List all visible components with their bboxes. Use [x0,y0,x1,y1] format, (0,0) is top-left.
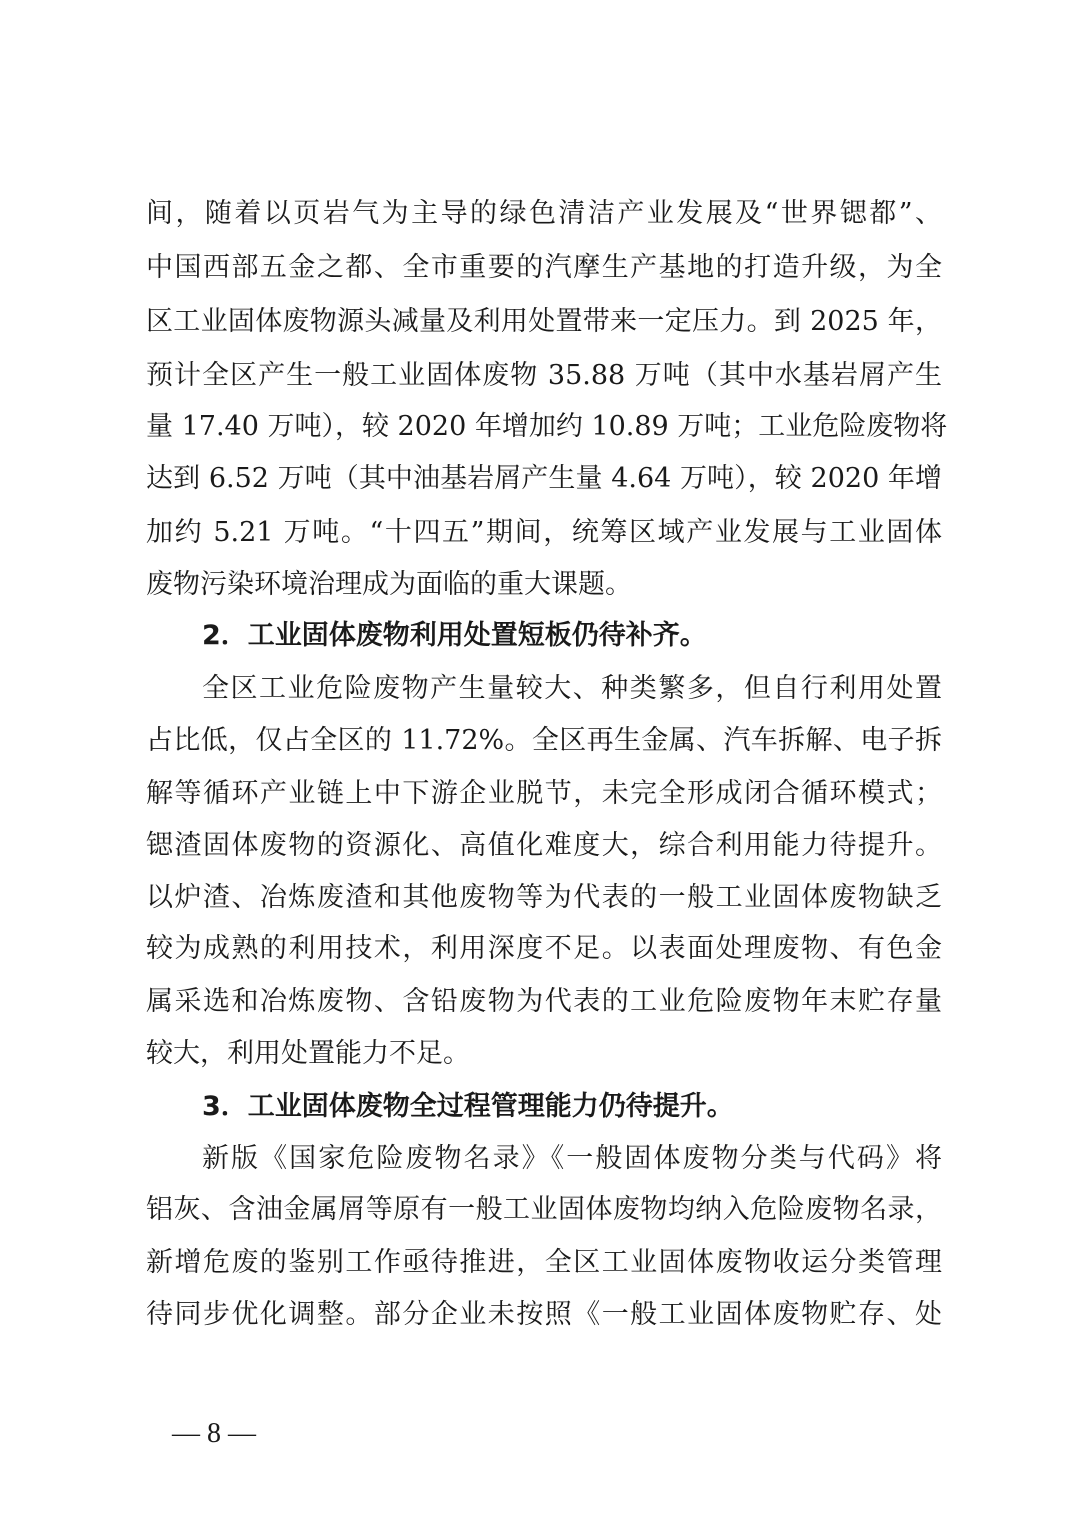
paragraph-3-line-3: 新增危废的鉴别工作亟待推进，全区工业固体废物收运分类管理 [146,1247,942,1278]
paragraph-2-line-6: 较为成熟的利用技术，利用深度不足。以表面处理废物、有色金 [146,933,942,964]
paragraph-2-line-4: 锶渣固体废物的资源化、高值化难度大，综合利用能力待提升。 [146,830,942,861]
section-heading-3: 3．工业固体废物全过程管理能力仍待提升。 [202,1091,734,1122]
paragraph-1-line-7: 加约 5.21 万吨。“十四五”期间，统筹区域产业发展与工业固体 [146,517,942,548]
paragraph-1-line-4: 预计全区产生一般工业固体废物 35.88 万吨（其中水基岩屑产生 [146,360,942,391]
paragraph-1-line-8: 废物污染环境治理成为面临的重大课题。 [146,569,632,600]
paragraph-1-line-2: 中国西部五金之都、全市重要的汽摩生产基地的打造升级，为全 [146,252,942,283]
paragraph-1-line-6: 达到 6.52 万吨（其中油基岩屑产生量 4.64 万吨），较 2020 年增 [146,463,942,494]
paragraph-1-line-5: 量 17.40 万吨），较 2020 年增加约 10.89 万吨；工业危险废物将 [146,411,948,442]
paragraph-2-line-5: 以炉渣、冶炼废渣和其他废物等为代表的一般工业固体废物缺乏 [146,882,942,913]
paragraph-2-line-1: 全区工业危险废物产生量较大、种类繁多，但自行利用处置 [202,673,942,704]
paragraph-2-line-7: 属采选和冶炼废物、含铅废物为代表的工业危险废物年末贮存量 [146,986,942,1017]
paragraph-3-line-2: 铝灰、含油金属屑等原有一般工业固体废物均纳入危险废物名录， [146,1194,942,1225]
paragraph-3-line-4: 待同步优化调整。部分企业未按照《一般工业固体废物贮存、处 [146,1299,942,1330]
section-heading-2: 2．工业固体废物利用处置短板仍待补齐。 [202,620,707,651]
paragraph-3-line-1: 新版《国家危险废物名录》《一般固体废物分类与代码》将 [202,1143,942,1174]
paragraph-2-line-2: 占比低，仅占全区的 11.72%。全区再生金属、汽车拆解、电子拆 [146,725,942,756]
paragraph-2-line-8: 较大，利用处置能力不足。 [146,1038,470,1069]
page-number: — 8 — [172,1418,256,1449]
paragraph-2-line-3: 解等循环产业链上中下游企业脱节，未完全形成闭合循环模式； [146,778,942,809]
paragraph-1-line-3: 区工业固体废物源头减量及利用处置带来一定压力。到 2025 年， [146,306,942,337]
paragraph-1-line-1: 间，随着以页岩气为主导的绿色清洁产业发展及“世界锶都”、 [146,198,942,229]
